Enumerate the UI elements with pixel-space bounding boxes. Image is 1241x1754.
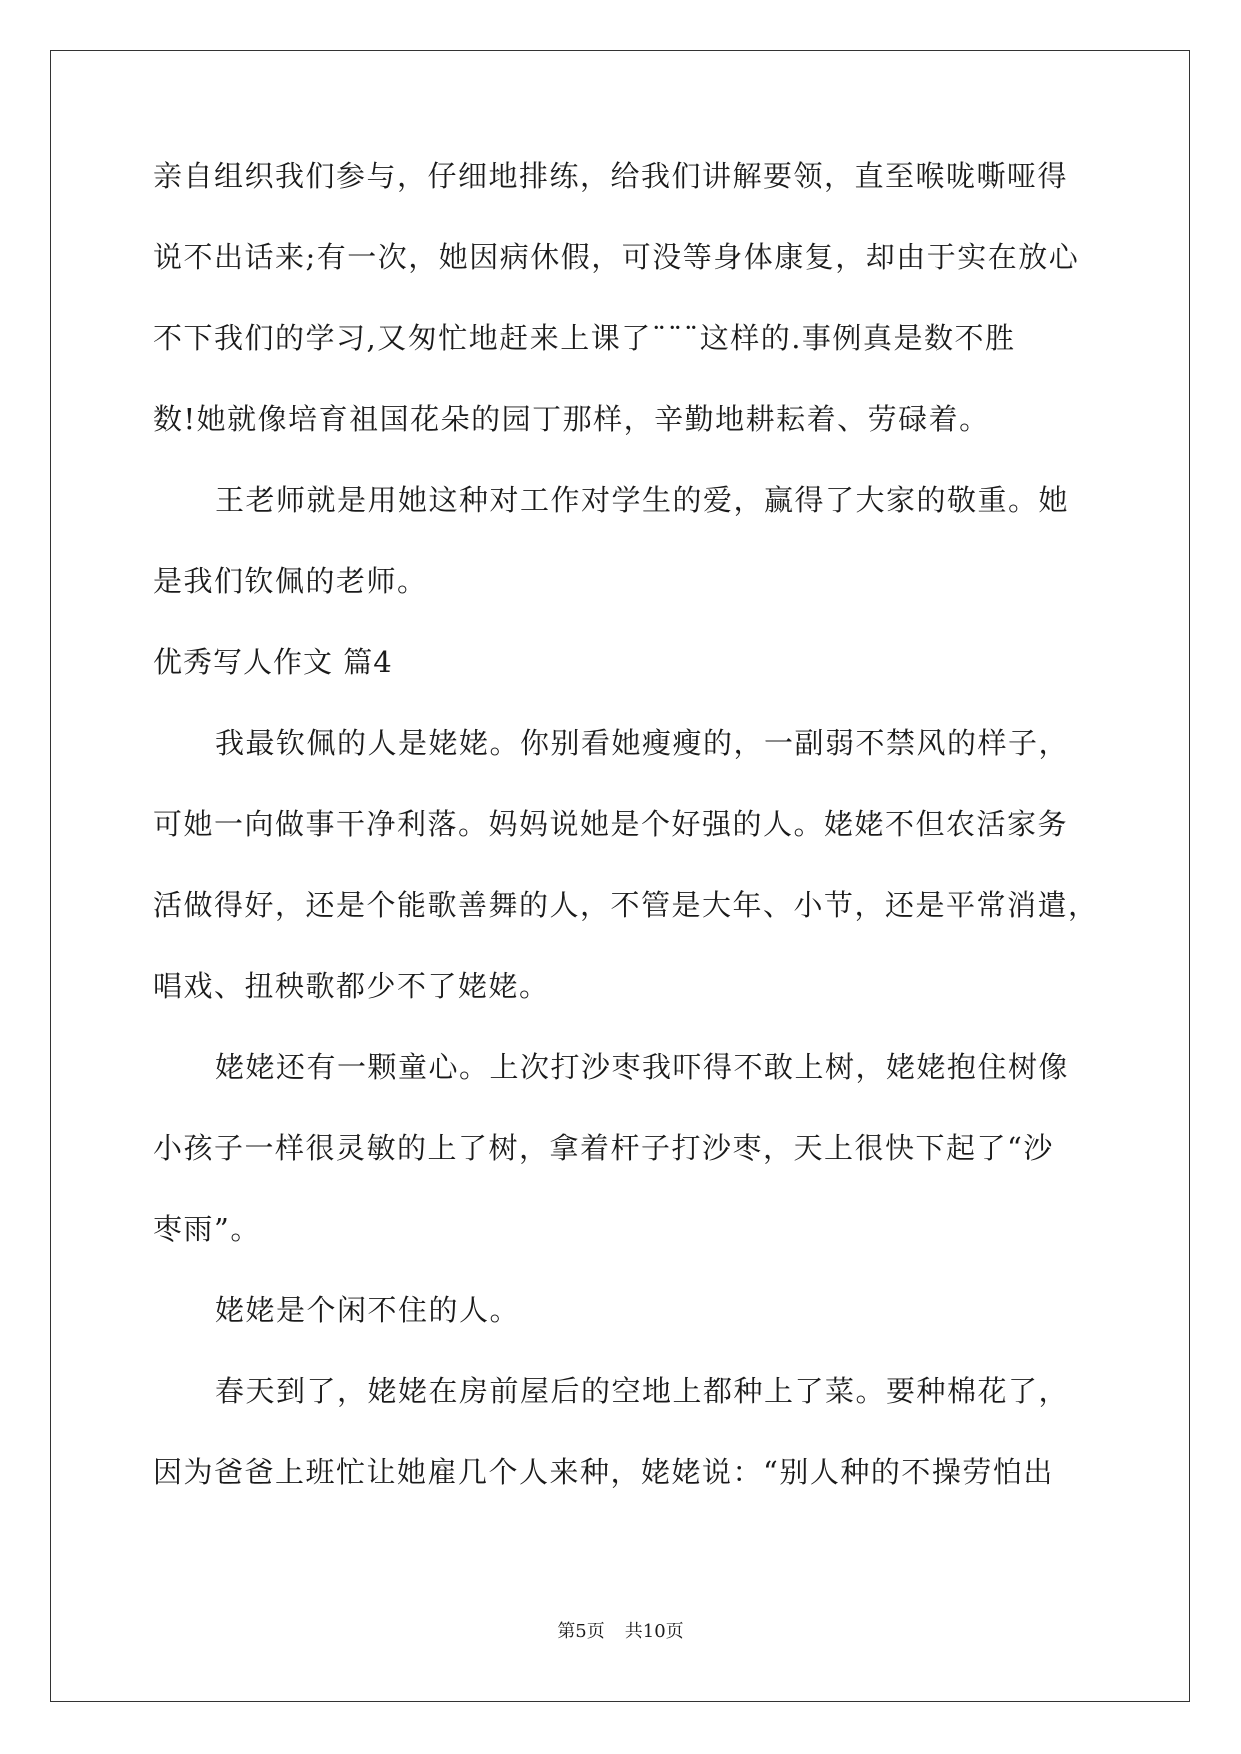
text-line: 说不出话来;有一次，她因病休假，可没等身体康复，却由于实在放心 bbox=[153, 240, 1080, 274]
text-line: 春天到了，姥姥在房前屋后的空地上都种上了菜。要种棉花了， bbox=[215, 1374, 1070, 1408]
page-number: 第5页 bbox=[557, 1621, 605, 1642]
text-line: 不下我们的学习,又匆忙地赶来上课了¨¨¨这样的.事例真是数不胜 bbox=[153, 321, 1016, 355]
page-footer bbox=[0, 1621, 1241, 1643]
text-line: 唱戏、扭秧歌都少不了姥姥。 bbox=[153, 969, 550, 1003]
text-line: 因为爸爸上班忙让她雇几个人来种，姥姥说：“别人种的不操劳怕出 bbox=[153, 1455, 1054, 1489]
text-line: 可她一向做事干净利落。妈妈说她是个好强的人。姥姥不但农活家务 bbox=[153, 807, 1069, 841]
text-line: 姥姥是个闲不住的人。 bbox=[215, 1293, 521, 1327]
document-body bbox=[153, 159, 1099, 1537]
section-heading: 优秀写人作文 篇4 bbox=[153, 645, 393, 679]
text-line: 活做得好，还是个能歌善舞的人，不管是大年、小节，还是平常消遣， bbox=[153, 888, 1099, 922]
text-line: 姥姥还有一颗童心。上次打沙枣我吓得不敢上树，姥姥抱住树像 bbox=[215, 1050, 1070, 1084]
page-total: 共10页 bbox=[624, 1621, 684, 1642]
text-line: 枣雨”。 bbox=[153, 1212, 261, 1246]
text-line: 亲自组织我们参与，仔细地排练，给我们讲解要领，直至喉咙嘶哑得 bbox=[153, 159, 1069, 193]
text-line: 是我们钦佩的老师。 bbox=[153, 564, 428, 598]
text-line: 我最钦佩的人是姥姥。你别看她瘦瘦的，一副弱不禁风的样子， bbox=[215, 726, 1070, 760]
text-line: 数!她就像培育祖国花朵的园丁那样，辛勤地耕耘着、劳碌着。 bbox=[153, 402, 990, 436]
text-line: 小孩子一样很灵敏的上了树，拿着杆子打沙枣，天上很快下起了“沙 bbox=[153, 1131, 1054, 1165]
text-line: 王老师就是用她这种对工作对学生的爱，赢得了大家的敬重。她 bbox=[215, 483, 1070, 517]
